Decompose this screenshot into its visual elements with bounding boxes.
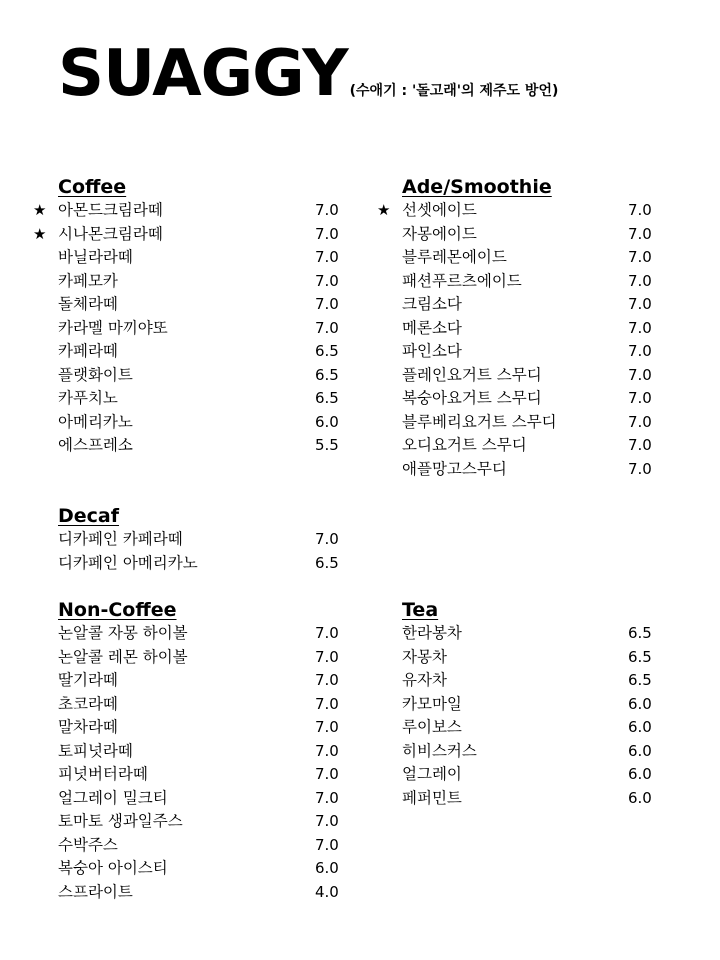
item-name: 패션푸르츠에이드 (402, 271, 522, 290)
item-price: 6.5 (628, 671, 652, 689)
item-price: 7.0 (628, 295, 652, 313)
item-name: 피넛버터라떼 (58, 765, 148, 783)
item-name: 파인소다 (402, 342, 462, 360)
item-name: 플랫화이트 (58, 365, 133, 384)
item-name: 자몽에이드 (402, 224, 477, 243)
menu-item (58, 669, 358, 693)
item-name: 딸기라떼 (58, 671, 118, 689)
menu-item (402, 293, 702, 317)
menu-item (402, 340, 702, 364)
menu-item (377, 199, 702, 223)
item-price: 6.0 (628, 788, 652, 807)
menu-item (402, 223, 702, 247)
item-price: 7.0 (315, 318, 339, 337)
item-name: 토마토 생과일주스 (58, 812, 183, 830)
item-price: 7.0 (628, 412, 652, 431)
menu-item (58, 716, 358, 740)
item-price: 7.0 (628, 318, 652, 337)
item-price: 4.0 (315, 882, 339, 901)
section-title: Ade/Smoothie (402, 176, 552, 198)
item-name: 디카페인 카페라떼 (58, 530, 183, 548)
item-price: 6.5 (315, 342, 339, 360)
item-price: 6.5 (628, 624, 652, 642)
item-price: 7.0 (315, 224, 339, 243)
item-name: 복숭아 아이스티 (58, 859, 168, 877)
item-name: 토피넛라떼 (58, 741, 133, 760)
star-icon: ★ (33, 224, 47, 243)
item-price: 7.0 (628, 436, 652, 454)
item-name: 선셋에이드 (402, 201, 477, 219)
item-name: 돌체라떼 (58, 295, 118, 313)
item-name: 아몬드크림라떼 (58, 201, 163, 219)
item-price: 6.0 (628, 765, 652, 783)
menu-item (402, 740, 702, 764)
section-title: Decaf (58, 505, 120, 527)
item-name: 카푸치노 (58, 389, 118, 407)
menu-list (58, 528, 358, 575)
item-price: 7.0 (315, 835, 339, 854)
item-price: 6.5 (315, 365, 339, 384)
menu-item (58, 740, 358, 764)
menu-item (58, 857, 358, 881)
item-name: 바닐라라떼 (58, 248, 133, 266)
item-name: 애플망고스무디 (402, 459, 507, 478)
item-name: 한라봉차 (402, 624, 462, 642)
menu-item (402, 763, 702, 787)
item-name: 논알콜 레몬 하이볼 (58, 647, 188, 666)
menu-item (58, 340, 358, 364)
item-price: 7.0 (315, 788, 339, 807)
item-name: 카라멜 마끼야또 (58, 318, 168, 337)
item-price: 7.0 (315, 647, 339, 666)
section-title: Tea (402, 599, 439, 621)
item-price: 7.0 (315, 765, 339, 783)
menu-item (58, 834, 358, 858)
menu-item (58, 646, 358, 670)
menu-item (402, 364, 702, 388)
menu-item (58, 387, 358, 411)
item-price: 6.0 (628, 694, 652, 713)
menu-item (58, 552, 358, 576)
menu-item (402, 317, 702, 341)
item-price: 7.0 (628, 459, 652, 478)
section-ade-smoothie (377, 175, 702, 481)
menu-item (58, 411, 358, 435)
item-price: 7.0 (628, 224, 652, 243)
menu-item (402, 246, 702, 270)
menu-item (58, 881, 358, 905)
menu-item (58, 270, 358, 294)
item-price: 7.0 (315, 295, 339, 313)
menu-item (402, 787, 702, 811)
item-price: 7.0 (315, 812, 339, 830)
menu-item (58, 622, 358, 646)
star-icon: ★ (33, 201, 47, 219)
item-price: 7.0 (315, 248, 339, 266)
item-name: 스프라이트 (58, 882, 133, 901)
menu-item (402, 434, 702, 458)
item-price: 7.0 (628, 201, 652, 219)
item-name: 수박주스 (58, 835, 118, 854)
menu-item (402, 458, 702, 482)
item-price: 7.0 (315, 671, 339, 689)
menu-list (377, 199, 702, 481)
item-name: 플레인요거트 스무디 (402, 365, 542, 384)
menu-item (402, 270, 702, 294)
item-price: 6.5 (315, 553, 339, 572)
item-price: 6.5 (628, 647, 652, 666)
item-price: 7.0 (315, 694, 339, 713)
menu-item (58, 293, 358, 317)
item-name: 루이보스 (402, 718, 462, 736)
item-name: 시나몬크림라떼 (58, 224, 163, 243)
item-name: 블루베리요거트 스무디 (402, 412, 557, 431)
brand-subtitle: (수애기 : '돌고래'의 제주도 방언) (349, 83, 559, 99)
menu-item (58, 434, 358, 458)
menu-item (58, 528, 358, 552)
menu-item (402, 622, 702, 646)
menu-item (58, 787, 358, 811)
item-name: 아메리카노 (58, 412, 133, 431)
menu-item (58, 763, 358, 787)
item-name: 논알콜 자몽 하이볼 (58, 624, 188, 642)
section-tea (402, 598, 702, 810)
item-name: 유자차 (402, 671, 447, 689)
item-name: 히비스커스 (402, 741, 477, 760)
menu-item (58, 246, 358, 270)
menu-item (58, 317, 358, 341)
menu-item (402, 387, 702, 411)
item-name: 얼그레이 밀크티 (58, 788, 168, 807)
item-name: 카페라떼 (58, 342, 118, 360)
menu-item (58, 810, 358, 834)
menu-header (58, 34, 558, 114)
menu-item (33, 199, 358, 223)
item-name: 에스프레소 (58, 436, 133, 454)
item-name: 얼그레이 (402, 765, 462, 783)
menu-item (33, 223, 358, 247)
item-name: 말차라떼 (58, 718, 118, 736)
menu-list (58, 622, 358, 904)
item-price: 7.0 (628, 248, 652, 266)
item-name: 디카페인 아메리카노 (58, 553, 198, 572)
item-price: 6.0 (628, 718, 652, 736)
item-name: 카모마일 (402, 694, 462, 713)
section-title: Coffee (58, 176, 127, 198)
item-price: 6.0 (628, 741, 652, 760)
star-icon: ★ (377, 201, 391, 219)
section-coffee (33, 175, 358, 458)
item-price: 5.5 (315, 436, 339, 454)
menu-item (58, 364, 358, 388)
item-name: 자몽차 (402, 647, 447, 666)
item-name: 카페모카 (58, 271, 118, 290)
item-price: 7.0 (315, 530, 339, 548)
item-name: 크림소다 (402, 295, 462, 313)
menu-item (402, 646, 702, 670)
section-decaf (58, 504, 358, 575)
item-price: 7.0 (315, 741, 339, 760)
item-price: 7.0 (628, 389, 652, 407)
item-name: 오디요거트 스무디 (402, 436, 527, 454)
item-price: 7.0 (315, 718, 339, 736)
brand-title: SUAGGY (58, 37, 348, 111)
item-name: 복숭아요거트 스무디 (402, 389, 542, 407)
item-name: 페퍼민트 (402, 788, 462, 807)
item-price: 7.0 (628, 342, 652, 360)
menu-item (58, 693, 358, 717)
menu-item (402, 669, 702, 693)
section-non-coffee (58, 598, 358, 904)
item-price: 7.0 (315, 624, 339, 642)
menu-item (402, 693, 702, 717)
item-name: 블루레몬에이드 (402, 248, 507, 266)
menu-item (402, 411, 702, 435)
item-price: 6.5 (315, 389, 339, 407)
item-name: 초코라떼 (58, 694, 118, 713)
menu-item (402, 716, 702, 740)
item-name: 메론소다 (402, 318, 462, 337)
menu-list (402, 622, 702, 810)
item-price: 7.0 (315, 271, 339, 290)
item-price: 7.0 (628, 271, 652, 290)
item-price: 7.0 (315, 201, 339, 219)
item-price: 7.0 (628, 365, 652, 384)
section-title: Non-Coffee (58, 599, 177, 621)
menu-list (33, 199, 358, 458)
item-price: 6.0 (315, 859, 339, 877)
item-price: 6.0 (315, 412, 339, 431)
